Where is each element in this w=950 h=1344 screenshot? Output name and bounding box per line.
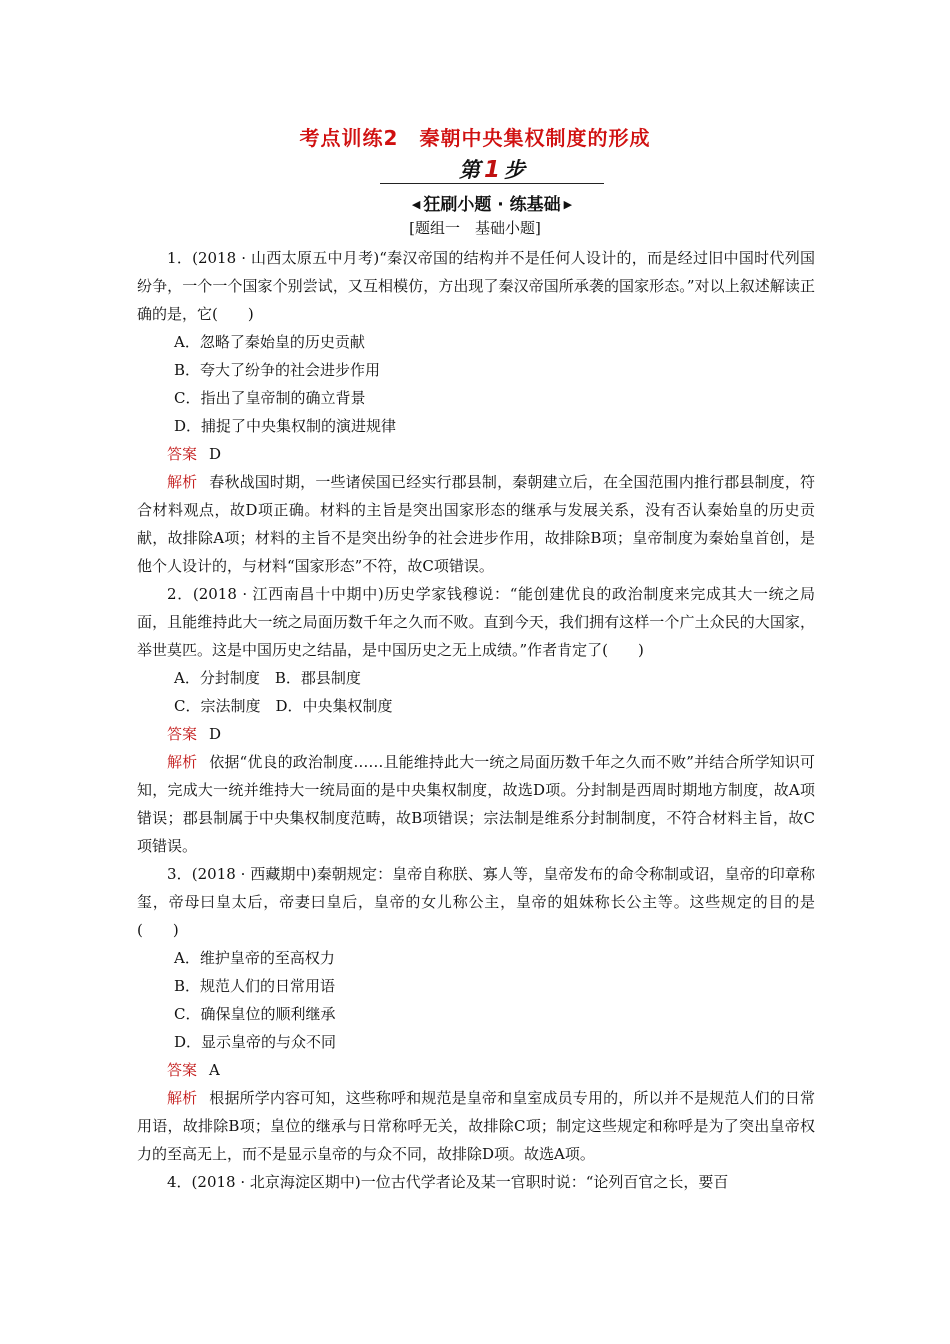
answer-line [137, 440, 815, 468]
subtitle-text: 狂刷小题 · 练基础 [423, 195, 561, 215]
question-stem: 3．(2018 · 西藏期中)秦朝规定：皇帝自称朕、寡人等，皇帝发布的命令称制或诏，皇帝的印章称玺，帝母曰皇太后，帝妻曰皇后，皇帝的女儿称公主，皇帝的姐妹称长公主等。这些规定的目的是( ) [137, 865, 815, 939]
question-option: C．指出了皇帝制的确立背景 [174, 389, 366, 407]
analysis-label: 解析 [167, 1089, 198, 1107]
section-subtitle [380, 190, 604, 215]
question-stem: 4．(2018 · 北京海淀区期中)一位古代学者论及某一官职时说：“论列百官之长，要百 [167, 1173, 729, 1191]
question-option: D．显示皇帝的与众不同 [174, 1033, 337, 1051]
analysis-text: 根据所学内容可知，这些称呼和规范是皇帝和皇室成员专用的，所以并不是规范人们的日常用语，故排除B项；皇位的继承与日常称呼无关，故排除C项；制定这些规定和称呼是为了突出皇帝权力的至高无上，而不是显示皇帝的与众不同，故排除D项。故选A项。 [137, 1089, 815, 1163]
question-option: A．维护皇帝的至高权力 [174, 949, 335, 967]
analysis-label: 解析 [167, 753, 198, 771]
question-option: A．分封制度 B．郡县制度 [174, 669, 361, 687]
questions-content [137, 244, 815, 1196]
answer-label: 答案 [167, 445, 198, 463]
analysis-paragraph [137, 748, 815, 860]
answer-label: 答案 [167, 725, 198, 743]
triangle-left-icon: ◀ [411, 198, 421, 211]
step-prefix: 第 [458, 158, 480, 182]
analysis-paragraph [137, 1084, 815, 1168]
heading-rule [380, 183, 604, 184]
analysis-text: 依据“优良的政治制度……且能维持此大一统之局面历数千年之久而不败”并结合所学知识可知，完成大一统并维持大一统局面的是中央集权制度，故选D项。分封制是西周时期地方制度，故A项错误；郡县制属于中央集权制度范畴，故B项错误；宗法制是维系分封制制度，不符合材料主旨，故C项错误。 [137, 753, 815, 855]
answer-line [137, 720, 815, 748]
analysis-label: 解析 [167, 473, 198, 491]
question-option: C．确保皇位的顺利继承 [174, 1005, 336, 1023]
question-stem: 1．(2018 · 山西太原五中月考)“秦汉帝国的结构并不是任何人设计的，而是经过旧中国时代列国纷争，一个一个国家个别尝试，又互相模仿，方出现了秦汉帝国所承袭的国家形态。”对以上叙述解读正确的是，它( ) [137, 249, 815, 323]
question-option: B．夸大了纷争的社会进步作用 [174, 361, 381, 379]
answer-value: D [209, 725, 222, 743]
triangle-right-icon: ▶ [563, 198, 573, 211]
question-option: B．规范人们的日常用语 [174, 977, 336, 995]
analysis-text: 春秋战国时期，一些诸侯国已经实行郡县制，秦朝建立后，在全国范围内推行郡县制度，符合材料观点，故D项正确。材料的主旨是突出国家形态的继承与发展关系，没有否认秦始皇的历史贡献，故排除A项；材料的主旨不是突出纷争的社会进步作用，故排除B项；皇帝制度为秦始皇首创，是他个人设计的，与材料“国家形态”不符，故C项错误。 [137, 473, 815, 575]
question-option: D．捕捉了中央集权制的演进规律 [174, 417, 397, 435]
step-heading [380, 154, 604, 184]
step-number: 1 [483, 157, 500, 183]
analysis-paragraph [137, 468, 815, 580]
answer-value: A [209, 1061, 220, 1079]
question-option: A．忽略了秦始皇的历史贡献 [174, 333, 365, 351]
question-option: C．宗法制度 D．中央集权制度 [174, 697, 393, 715]
step-suffix: 步 [504, 158, 525, 182]
answer-label: 答案 [167, 1061, 198, 1079]
answer-value: D [209, 445, 222, 463]
page-title: 考点训练2 秦朝中央集权制度的形成 [299, 126, 651, 150]
question-stem: 2．(2018 · 江西南昌十中期中)历史学家钱穆说：“能创建优良的政治制度来完成其大一统之局面，且能维持此大一统之局面历数千年之久而不败。直到今天，我们拥有这样一个广土众民的大国家，举世莫匹。这是中国历史之结晶，是中国历史之无上成绩。”作者肯定了( ) [137, 585, 815, 659]
answer-line [137, 1056, 815, 1084]
question-group-heading: [题组一 基础小题] [409, 219, 541, 237]
